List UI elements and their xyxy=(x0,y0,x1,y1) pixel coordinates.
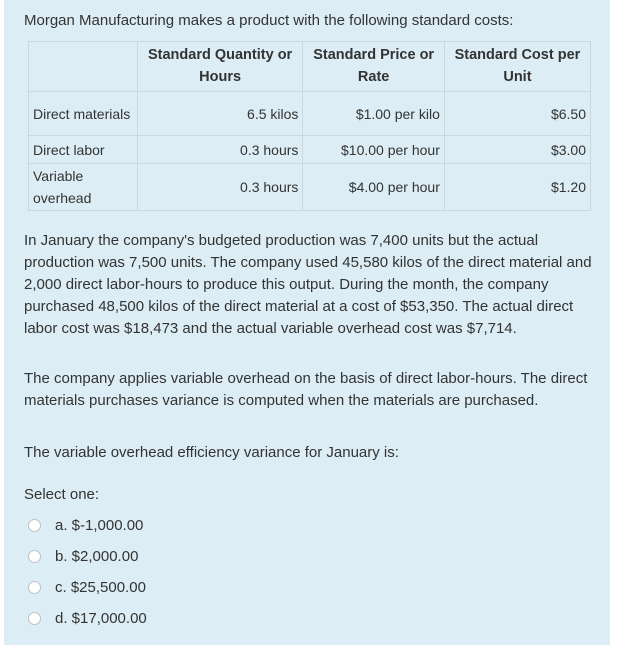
answer-option-d[interactable] xyxy=(28,607,147,629)
row-cost: $6.50 xyxy=(444,92,590,136)
header-standard-cost: Standard Cost per Unit xyxy=(444,42,590,92)
question-paragraph-method: The company applies variable overhead on the basis of direct labor-hours. The direct materials purchases variance is computed when the materials are purchased. xyxy=(24,370,588,409)
answer-option-label: b. $2,000.00 xyxy=(55,547,139,565)
radio-button-icon[interactable] xyxy=(28,581,41,594)
row-cost: $3.00 xyxy=(444,136,590,164)
row-label: Variable overhead xyxy=(29,164,138,211)
answer-option-b[interactable] xyxy=(28,545,138,567)
header-standard-quantity: Standard Quantity or Hours xyxy=(137,42,303,92)
row-label: Direct materials xyxy=(29,92,138,136)
select-one-label: Select one: xyxy=(24,486,100,503)
row-cost: $1.20 xyxy=(444,164,590,211)
row-price: $1.00 per kilo xyxy=(303,92,444,136)
header-standard-price: Standard Price or Rate xyxy=(303,42,444,92)
row-price: $10.00 per hour xyxy=(303,136,444,164)
row-label: Direct labor xyxy=(29,136,138,164)
row-quantity: 6.5 kilos xyxy=(137,92,303,136)
radio-button-icon[interactable] xyxy=(28,519,41,532)
row-price: $4.00 per hour xyxy=(303,164,444,211)
table-row xyxy=(29,136,591,164)
answer-option-label: d. $17,000.00 xyxy=(55,609,147,627)
standard-costs-table xyxy=(28,41,591,211)
table-header-row xyxy=(29,42,591,92)
table-row xyxy=(29,164,591,211)
row-quantity: 0.3 hours xyxy=(137,164,303,211)
radio-button-icon[interactable] xyxy=(28,550,41,563)
question-intro: Morgan Manufacturing makes a product with the following standard costs: xyxy=(24,12,514,29)
question-prompt: The variable overhead efficiency variance for January is: xyxy=(24,444,399,461)
question-paragraph-production: In January the company's budgeted production was 7,400 units but the actual production was 7,500 units. The company used 45,580 kilos of the direct material and 2,000 direct labor-hours to produce this output. During the month, the company purchased 48,500 kilos of the direct material at a cost of $53,350. The actual direct labor cost was $18,473 and the actual variable overhead cost was $7,714. xyxy=(24,232,592,337)
header-empty xyxy=(29,42,138,92)
row-quantity: 0.3 hours xyxy=(137,136,303,164)
answer-option-c[interactable] xyxy=(28,576,146,598)
answer-option-label: c. $25,500.00 xyxy=(55,578,146,596)
question-panel xyxy=(4,0,610,645)
answer-option-label: a. $-1,000.00 xyxy=(55,516,144,534)
table-row xyxy=(29,92,591,136)
radio-button-icon[interactable] xyxy=(28,612,41,625)
answer-option-a[interactable] xyxy=(28,514,143,536)
